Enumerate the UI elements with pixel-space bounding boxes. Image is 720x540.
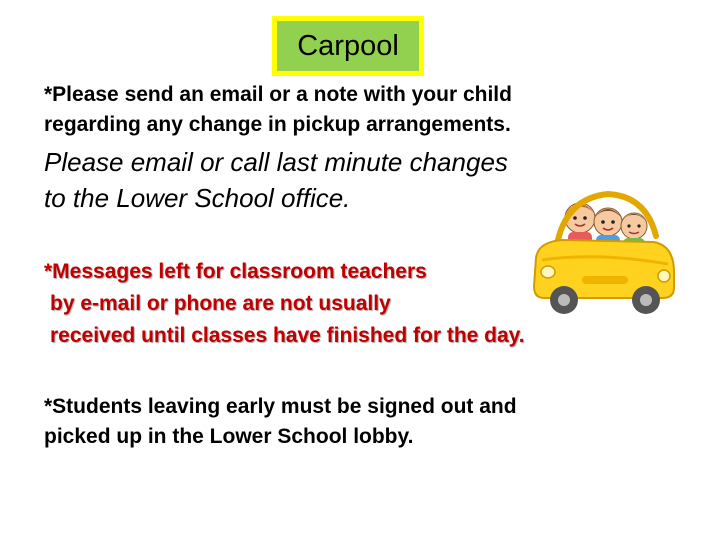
- last-minute-line-1: Please email or call last minute changes: [44, 147, 508, 177]
- page-title: Carpool: [272, 16, 424, 76]
- last-minute-line-2: to the Lower School office.: [44, 183, 351, 213]
- yellow-car-with-children-icon: [528, 180, 678, 320]
- early-leave-paragraph: [44, 392, 517, 452]
- messages-line-3: received until classes have finished for the day.: [50, 324, 525, 347]
- early-leave-line-1: *Students leaving early must be signed out and: [44, 395, 517, 418]
- early-leave-line-2: picked up in the Lower School lobby.: [44, 425, 414, 448]
- email-note-line-1: *Please send an email or a note with your child: [44, 83, 512, 106]
- messages-line-2: by e-mail or phone are not usually: [50, 292, 391, 315]
- email-note-paragraph: [44, 80, 512, 140]
- last-minute-paragraph: [44, 144, 508, 216]
- email-note-line-2: regarding any change in pickup arrangements.: [44, 113, 511, 136]
- messages-warning-paragraph: [44, 256, 525, 352]
- messages-line-1: *Messages left for classroom teachers: [44, 260, 427, 283]
